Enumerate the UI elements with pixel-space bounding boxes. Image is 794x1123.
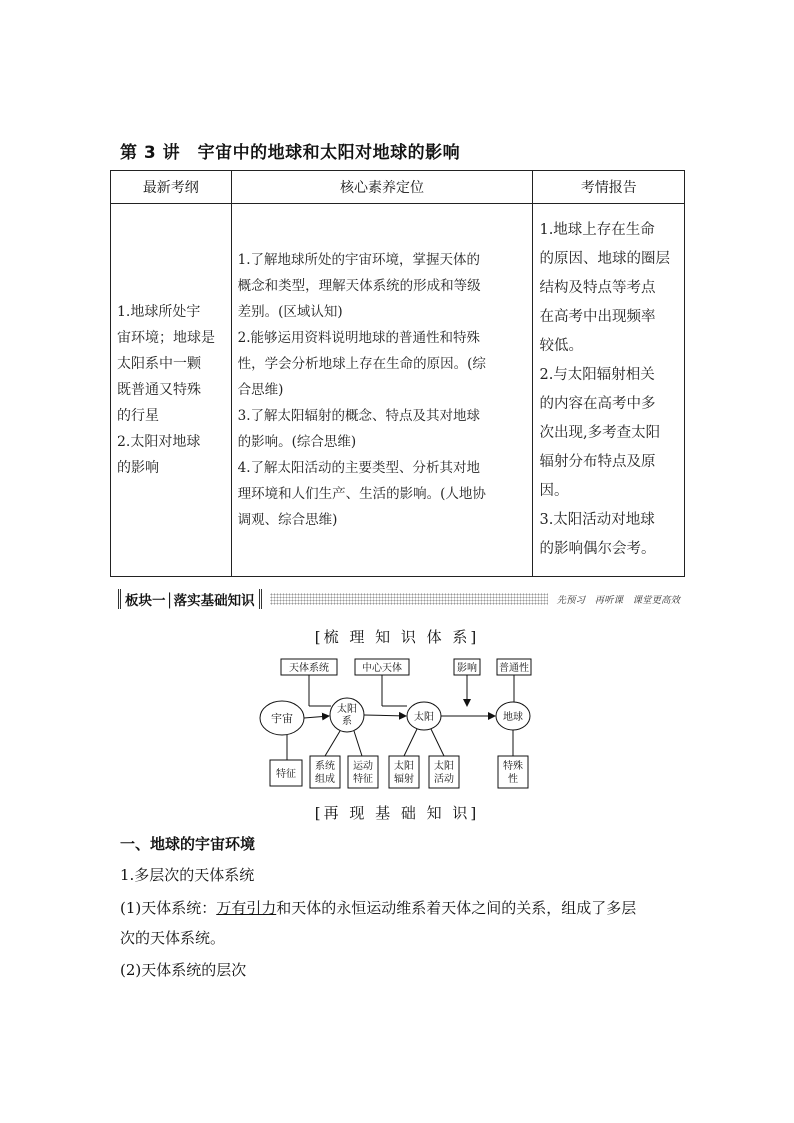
diagram-label: 天体系统: [289, 663, 329, 674]
diagram-label: 太阳: [394, 761, 414, 772]
cell-text-line: 2.太阳对地球: [117, 434, 201, 450]
cell-text-line: 既普通又特殊: [117, 382, 201, 398]
cell-text-line: 较低。: [539, 338, 583, 354]
cell-text-line: 1.地球上存在生命: [539, 222, 655, 238]
cell-text-line: 1.了解地球所处的宇宙环境，掌握天体的: [237, 252, 481, 268]
diagram-label: 地球: [503, 712, 523, 723]
banner-divider: [270, 593, 549, 605]
paragraph-text: 和天体的永恒运动维系着天体之间的关系，组成了多层: [276, 899, 637, 917]
cell-text-line: 4.了解太阳活动的主要类型、分析其对地: [237, 460, 481, 476]
diagram-label: 系: [342, 716, 352, 727]
knowledge-diagram: [255, 656, 545, 791]
underlined-term: 万有引力: [216, 899, 277, 917]
diagram-label: 特殊: [503, 761, 523, 772]
diagram-label: 太阳: [434, 761, 454, 772]
paragraph-text-line2: 次的天体系统。: [120, 929, 226, 947]
diagram-label: 影响: [457, 663, 477, 674]
cell-text-line: 1.地球所处宇: [117, 304, 201, 320]
diagram-label: 组成: [315, 774, 335, 785]
diagram-label: 太阳: [337, 704, 357, 715]
cell-text-line: 结构及特点等考点: [539, 280, 656, 296]
cell-text-line: 太阳系中一颗: [117, 356, 201, 372]
cell-text-line: 调观、综合思维): [237, 512, 338, 528]
table-cell-report: [533, 204, 685, 577]
cell-text-line: 3.太阳活动对地球: [539, 512, 655, 528]
cell-text-line: 概念和类型，理解天体系统的形成和等级: [237, 278, 481, 294]
outline-table: [110, 170, 685, 577]
cell-text-line: 的内容在高考中多: [539, 396, 656, 412]
cell-text-line: 2.与太阳辐射相关: [539, 367, 655, 383]
cell-text-line: 合思维): [237, 382, 284, 398]
table-cell-outline: [111, 204, 232, 577]
cell-text-line: 在高考中出现频率: [539, 309, 656, 325]
cell-text-line: 差别。(区域认知): [237, 304, 343, 320]
cell-text-line: 2.能够运用资料说明地球的普通性和特殊: [237, 330, 481, 346]
cell-text-line: 因。: [539, 483, 569, 499]
diagram-label: 运动: [353, 761, 373, 772]
section-heading-sort: [梳 理 知 识 体 系]: [314, 628, 480, 646]
cell-text-line: 的影响偶尔会考。: [539, 541, 656, 557]
table-header-literacy: 核心素养定位: [231, 171, 533, 204]
diagram-label: 特征: [353, 774, 373, 785]
diagram-label: 性: [508, 774, 518, 785]
diagram-label: 特征: [276, 769, 296, 780]
cell-text-line: 宙环境；地球是: [117, 330, 215, 346]
heading-cosmic-environment: 一、地球的宇宙环境: [120, 835, 256, 853]
diagram-label: 太阳: [414, 712, 434, 723]
diagram-label: 活动: [434, 774, 454, 785]
cell-text-line: 3.了解太阳辐射的概念、特点及其对地球: [237, 408, 481, 424]
diagram-label: 普通性: [499, 663, 529, 674]
diagram-label: 系统: [315, 761, 335, 772]
table-cell-literacy: [231, 204, 533, 577]
paragraph-prefix: (1)天体系统：: [120, 899, 217, 917]
paragraph-system-levels: (2)天体系统的层次: [120, 961, 247, 979]
cell-text-line: 的影响。(综合思维): [237, 434, 357, 450]
cell-text-line: 辐射分布特点及原: [539, 454, 656, 470]
subheading-celestial-systems: 1.多层次的天体系统: [120, 866, 255, 884]
cell-text-line: 的原因、地球的圈层: [539, 251, 670, 267]
diagram-label: 中心天体: [362, 663, 402, 674]
table-header-outline: 最新考纲: [111, 171, 232, 204]
table-header-report: 考情报告: [533, 171, 685, 204]
cell-text-line: 次出现,多考查太阳: [539, 425, 661, 441]
banner-title: 板块一│落实基础知识: [118, 589, 262, 609]
diagram-label: 辐射: [394, 774, 414, 785]
page-title: 第 3 讲 宇宙中的地球和太阳对地球的影响: [120, 143, 461, 163]
cell-text-line: 性，学会分析地球上存在生命的原因。(综: [237, 356, 486, 372]
section-heading-review: [再 现 基 础 知 识]: [314, 804, 480, 822]
cell-text-line: 的影响: [117, 460, 159, 476]
section-banner: [118, 590, 680, 608]
diagram-label: 宇宙: [271, 712, 293, 725]
banner-slogan: 先预习 再听课 课堂更高效: [556, 595, 680, 606]
cell-text-line: 的行星: [117, 408, 159, 424]
cell-text-line: 理环境和人们生产、生活的影响。(人地协: [237, 486, 486, 502]
paragraph-celestial-system: [120, 893, 685, 953]
